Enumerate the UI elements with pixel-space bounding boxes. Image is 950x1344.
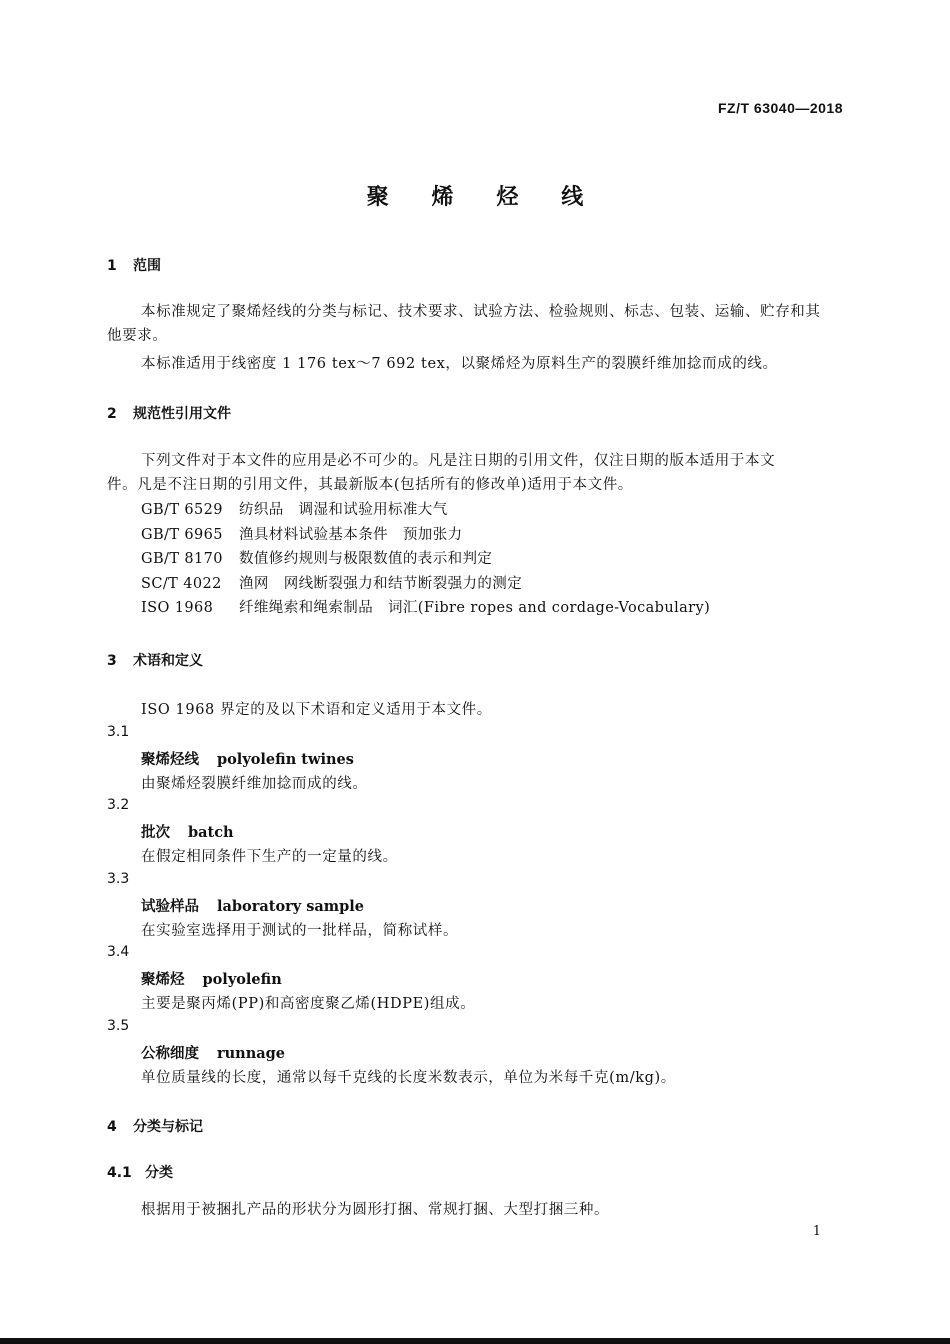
bottom-border [0, 1338, 950, 1344]
reference-item [141, 547, 710, 572]
reference-code: SC/T 4022 [141, 575, 222, 592]
subsection-4-1-heading [107, 1162, 173, 1182]
section-title: 术语和定义 [133, 653, 203, 669]
term-heading [141, 1042, 285, 1063]
reference-code: GB/T 8170 [141, 551, 223, 567]
term-english: runnage [217, 1045, 286, 1062]
term-number: 3.5 [107, 1018, 130, 1034]
term-chinese: 聚烯烃 [141, 972, 185, 988]
term-number: 3.3 [107, 871, 130, 887]
reference-code: GB/T 6529 [141, 502, 223, 518]
reference-item [141, 596, 710, 621]
standard-code: FZ/T 63040—2018 [717, 100, 843, 116]
term-number: 3.2 [107, 797, 130, 813]
section-title: 规范性引用文件 [133, 406, 231, 422]
reference-code: ISO 1968 [141, 600, 214, 616]
term-definition: 在假定相同条件下生产的一定量的线。 [141, 849, 398, 865]
term-heading [141, 968, 282, 989]
classification-paragraph: 根据用于被捆扎产品的形状分为圆形打捆、常规打捆、大型打捆三种。 [141, 1202, 610, 1218]
term-chinese: 聚烯烃线 [141, 752, 199, 768]
reference-title: 数值修约规则与极限数值的表示和判定 [239, 551, 493, 567]
term-english: polyolefin twines [217, 751, 354, 768]
paragraph-line: 下列文件对于本文件的应用是必不可少的。凡是注日期的引用文件，仅注日期的版本适用于本文 [141, 453, 776, 469]
reference-title: 渔网 网线断裂强力和结节断裂强力的测定 [239, 575, 523, 592]
page-number: 1 [812, 1224, 821, 1239]
paragraph-line: 他要求。 [107, 328, 168, 344]
term-chinese: 试验样品 [141, 899, 199, 915]
reference-list [141, 498, 710, 621]
section-title: 分类与标记 [133, 1119, 203, 1135]
terms-intro: ISO 1968 界定的及以下术语和定义适用于本文件。 [141, 702, 492, 718]
reference-title: 渔具材料试验基本条件 预加张力 [239, 526, 463, 543]
scope-paragraph-2: 本标准适用于线密度 1 176 tex～7 692 tex，以聚烯烃为原料生产的裂膜纤维加捻而成的线。 [141, 356, 778, 372]
term-english: polyolefin [202, 971, 282, 988]
term-definition: 在实验室选择用于测试的一批样品，简称试样。 [141, 923, 459, 939]
reference-item [141, 523, 710, 548]
section-number: 4 [107, 1119, 117, 1135]
reference-item [141, 498, 710, 523]
term-chinese: 公称细度 [141, 1046, 199, 1062]
section-number: 3 [107, 653, 117, 669]
section-number: 4.1 [107, 1165, 132, 1181]
section-number: 2 [107, 406, 117, 422]
document-title: 聚 烯 烃 线 [366, 184, 601, 210]
reference-item [141, 572, 710, 597]
section-number: 1 [107, 258, 117, 274]
reference-code: GB/T 6965 [141, 526, 223, 543]
term-chinese: 批次 [141, 825, 170, 841]
term-definition: 由聚烯烃裂膜纤维加捻而成的线。 [141, 776, 368, 792]
term-number: 3.1 [107, 724, 130, 740]
references-intro [107, 449, 845, 497]
section-2-heading [107, 403, 231, 423]
term-english: batch [188, 824, 234, 841]
section-3-heading [107, 650, 203, 670]
term-english: laboratory sample [217, 898, 365, 915]
section-1-heading [107, 255, 161, 275]
reference-title: 纺织品 调湿和试验用标准大气 [239, 502, 448, 518]
section-title: 范围 [133, 258, 161, 274]
term-definition: 单位质量线的长度，通常以每千克线的长度米数表示，单位为米每千克(m/kg)。 [141, 1070, 676, 1086]
term-heading [141, 821, 234, 842]
term-definition: 主要是聚丙烯(PP)和高密度聚乙烯(HDPE)组成。 [141, 996, 476, 1012]
section-title: 分类 [145, 1165, 173, 1181]
reference-title: 纤维绳索和绳索制品 词汇(Fibre ropes and cordage-Vocabulary) [239, 600, 711, 616]
section-4-heading [107, 1116, 203, 1136]
term-heading [141, 895, 364, 916]
term-number: 3.4 [107, 944, 130, 960]
paragraph-line: 本标准规定了聚烯烃线的分类与标记、技术要求、试验方法、检验规则、标志、包装、运输、贮存和其 [141, 304, 821, 320]
scope-paragraph-1 [107, 300, 845, 348]
paragraph-line: 件。凡是不注日期的引用文件，其最新版本(包括所有的修改单)适用于本文件。 [107, 477, 633, 493]
term-heading [141, 748, 354, 769]
